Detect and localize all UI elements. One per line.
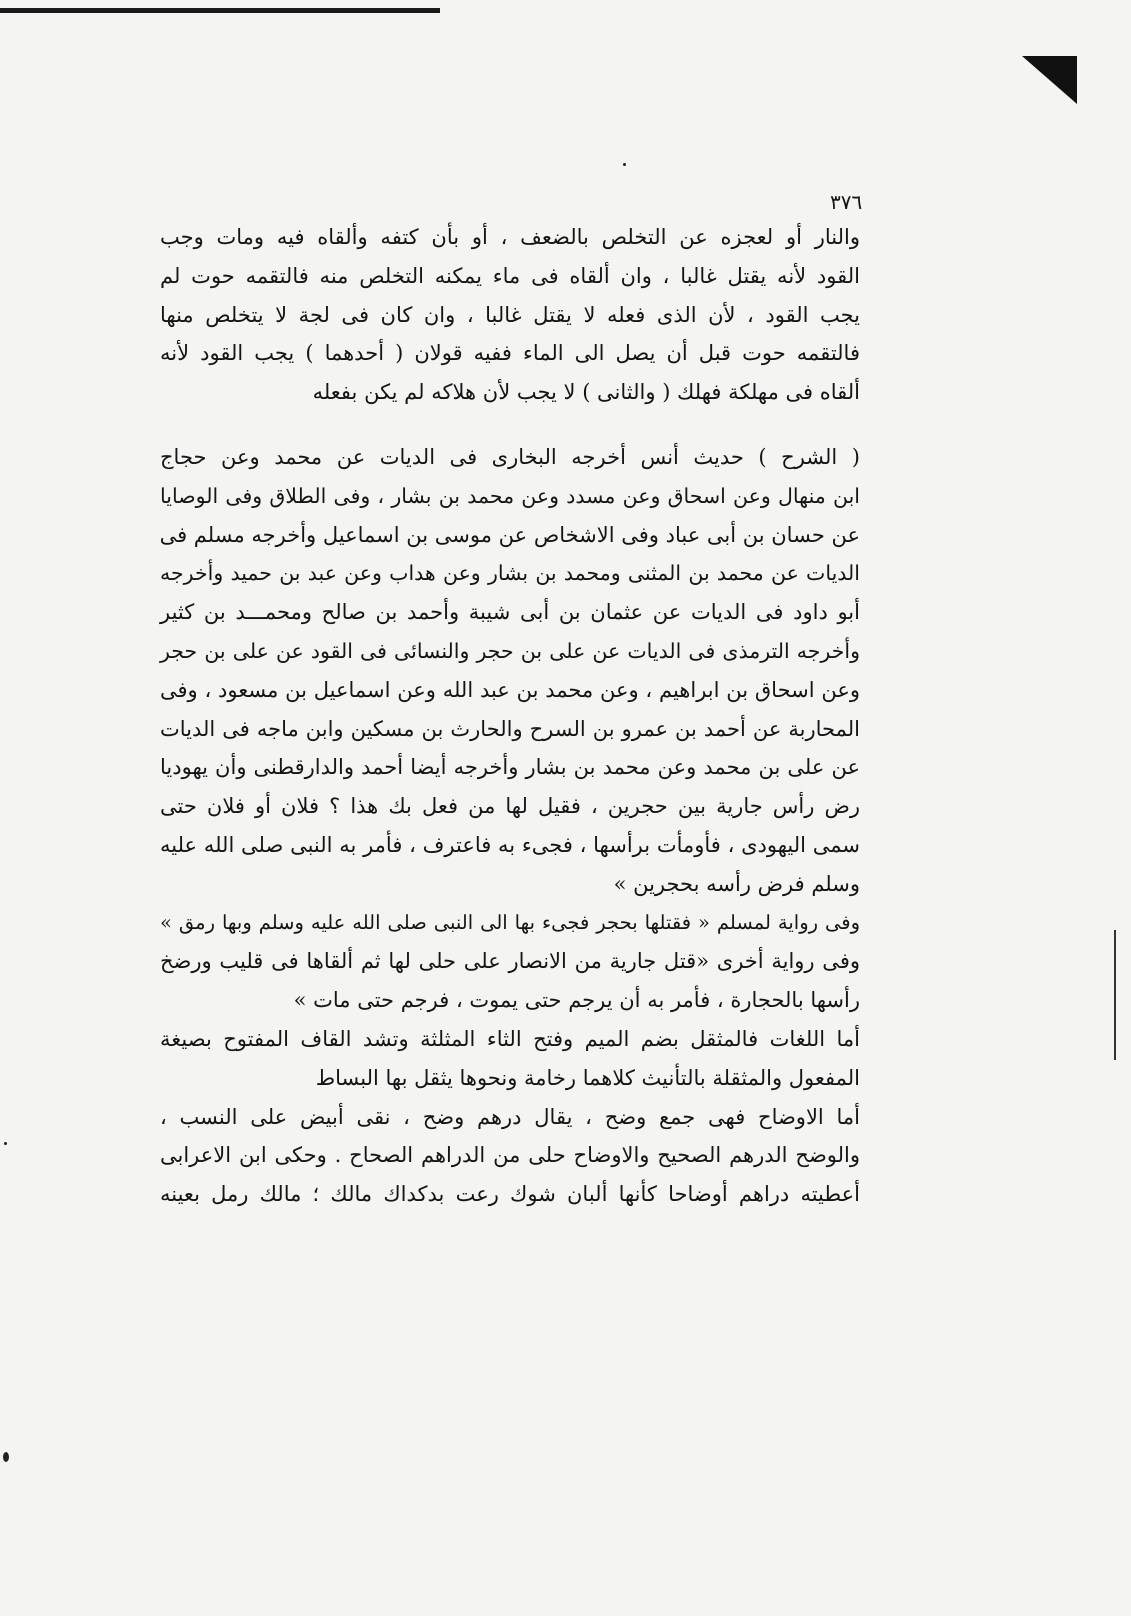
paragraph-lughat <box>160 1020 860 1098</box>
paragraph-riwaya <box>160 904 860 1020</box>
text-line: أما اللغات فالمثقل بضم الميم وفتح الثاء المثلثة وتشد القاف المفتوح بصيغة <box>160 1026 860 1051</box>
page-number: ٣٧٦ <box>830 190 863 214</box>
text-line: ابن منهال وعن اسحاق وعن مسدد وعن محمد بن بشار ، وفى الطلاق وفى الوصايا <box>160 483 860 508</box>
body-text <box>160 218 860 1214</box>
top-rule <box>0 8 440 13</box>
text-line: المحاربة عن أحمد بن عمرو بن السرح والحارث بن مسكين وابن ماجه فى الديات <box>160 716 860 741</box>
text-line: سمى اليهودى ، فأومأت برأسها ، فجىء به فاعترف ، فأمر به النبى صلى الله عليه <box>160 832 860 857</box>
text-line: الديات عن محمد بن المثنى ومحمد بن بشار وعن هداب وعن عبد بن حميد وأخرجه <box>160 561 860 586</box>
text-line: يجب القود ، لأن الذى فعله لا يقتل غالبا ، وان كان فى لجة لا يتخلص منها <box>160 302 860 327</box>
text-line: المفعول والمثقلة بالتأنيث كلاهما رخامة ونحوها يثقل بها البساط <box>315 1065 860 1090</box>
text-line: وفى رواية أخرى «قتل جارية من الانصار على حلى لها ثم ألقاها فى قليب ورضخ <box>160 949 860 974</box>
text-line: رأسها بالحجارة ، فأمر به أن يرجم حتى يموت ، فرجم حتى مات » <box>293 988 860 1013</box>
paragraph-matn <box>160 218 860 412</box>
text-line: أعطيته دراهم أوضاحا كأنها ألبان شوك رعت بدكداك مالك ؛ مالك رمل بعينه <box>160 1182 860 1207</box>
scan-speck <box>3 1452 9 1462</box>
text-line: ( الشرح ) حديث أنس أخرجه البخارى فى الديات عن محمد وعن حجاج <box>160 444 860 469</box>
text-line: وعن اسحاق بن ابراهيم ، وعن محمد بن عبد الله وعن اسماعيل بن مسعود ، وفى <box>160 677 860 702</box>
text-line: فالتقمه حوت قبل أن يصل الى الماء ففيه قولان ( أحدهما ) يجب القود لأنه <box>160 341 860 366</box>
text-line: وفى رواية لمسلم « فقتلها بحجر فجىء بها الى النبى صلى الله عليه وسلم وبها رمق » <box>160 910 860 934</box>
text-line: ألقاه فى مهلكة فهلك ( والثانى ) لا يجب لأن هلاكه لم يكن بفعله <box>312 380 860 405</box>
text-line: عن حسان بن أبى عباد وفى الاشخاص عن موسى بن اسماعيل وأخرجه مسلم فى <box>159 522 860 547</box>
text-line: أما الاوضاح فهى جمع وضح ، يقال درهم وضح ، نقى أبيض على النسب ، <box>160 1104 860 1129</box>
text-line: والوضح الدرهم الصحيح والاوضاح حلى من الدراهم الصحاح . وحكى ابن الاعرابى <box>160 1143 860 1168</box>
paragraph-awdah <box>160 1098 860 1214</box>
scan-side-line <box>1114 930 1116 1060</box>
corner-triangle-mark <box>1022 56 1077 104</box>
text-line: رض رأس جارية بين حجرين ، فقيل لها من فعل بك هذا ؟ فلان أو فلان حتى <box>160 794 860 819</box>
text-line: القود لأنه يقتل غالبا ، وان ألقاه فى ماء يمكنه التخلص منه فالتقمه حوت لم <box>160 263 860 288</box>
scan-speck <box>4 1142 7 1145</box>
text-line: وأخرجه الترمذى فى الديات عن على بن حجر والنسائى فى القود عن على بن حجر <box>160 638 860 663</box>
scan-speck <box>623 163 626 166</box>
text-line: أبو داود فى الديات عن عثمان بن أبى شيبة وأحمد بن صالح ومحمـــد بن كثير <box>160 600 860 625</box>
paragraph-sharh <box>160 438 860 904</box>
text-line: عن على بن محمد وعن محمد بن بشار وأخرجه أيضا أحمد والدارقطنى وأن يهوديا <box>160 755 860 780</box>
text-line: والنار أو لعجزه عن التخلص بالضعف ، أو بأن كتفه وألقاه فيه ومات وجب <box>160 225 860 249</box>
text-line: وسلم فرض رأسه بحجرين » <box>613 871 860 896</box>
